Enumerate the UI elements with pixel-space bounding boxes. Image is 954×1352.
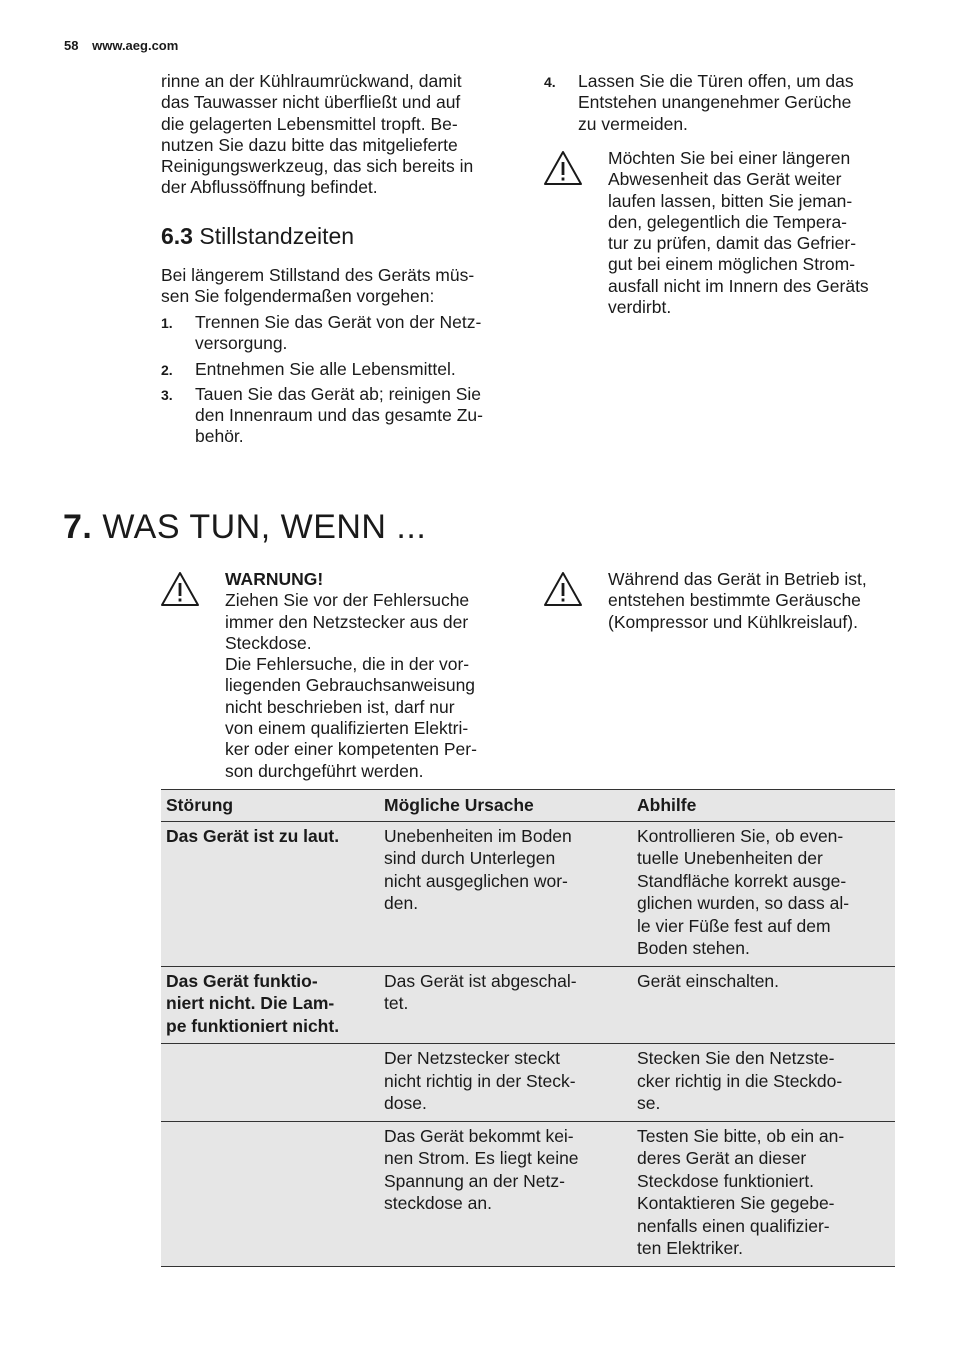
text-line: ten Elektriker. (637, 1238, 744, 1258)
column-header: Mögliche Ursache (379, 790, 632, 822)
noise-note (608, 569, 867, 633)
text-line: nicht beschrieben ist, darf nur (225, 696, 455, 717)
table-row (161, 966, 895, 1044)
warning-text (225, 569, 477, 782)
text-line: ausfall nicht im Innern des Geräts (608, 275, 869, 296)
remedy-cell (632, 1044, 895, 1122)
text-line: Die Fehlersuche, die in der vor- (225, 654, 470, 675)
chapter-heading (63, 508, 426, 547)
text-line: Trennen Sie das Gerät von der Netz- (195, 312, 482, 332)
cause-cell (379, 1044, 632, 1122)
text-line: glichen wurden, so dass al- (637, 893, 850, 913)
text-line: Spannung an der Netz- (384, 1170, 565, 1191)
text-line: tuelle Unebenheiten der (637, 848, 823, 868)
text-line: Das Gerät bekommt kei- (384, 1125, 574, 1146)
list-item (544, 71, 904, 135)
text-line: se. (637, 1093, 661, 1113)
text-line: Reinigungswerkzeug, das sich bereits in (161, 156, 474, 177)
page-number: 58 (64, 38, 79, 53)
text-line: Das Gerät funktio- (166, 970, 318, 991)
warning-title: WARNUNG! (225, 569, 324, 589)
step-number: 3. (161, 386, 173, 403)
text-line: (Kompressor und Kühlkreislauf). (608, 611, 858, 632)
text-line: Unebenheiten im Boden (384, 825, 572, 846)
text-line: Das Gerät ist abgeschal- (384, 970, 577, 991)
cause-cell (379, 821, 632, 966)
table-header-row (161, 790, 895, 822)
text-line: sind durch Unterlegen (384, 848, 556, 868)
list-item (161, 384, 521, 448)
text-line: ker oder einer kompetenten Per- (225, 739, 477, 760)
column-header: Abhilfe (632, 790, 895, 822)
text-line: gut bei einem möglichen Strom- (608, 254, 856, 275)
text-line: Der Netzstecker steckt (384, 1048, 561, 1068)
text-line: Entstehen unangenehmer Gerüche (578, 92, 852, 113)
text-line: von einem qualifizierten Elektri- (225, 718, 469, 739)
text-line: rinne an der Kühlraumrückwand, damit (161, 71, 462, 91)
troubleshooting-table (161, 789, 895, 1267)
text-line: den Innenraum und das gesamte Zu- (195, 405, 483, 426)
warning-triangle-icon (543, 150, 583, 186)
warning-triangle-icon (543, 571, 583, 607)
text-line: Entnehmen Sie alle Lebensmittel. (195, 358, 456, 379)
text-line: tet. (384, 993, 409, 1013)
text-line: Steckdose. (225, 632, 312, 653)
cause-cell (379, 966, 632, 1044)
table-row (161, 821, 895, 966)
step-number: 4. (544, 74, 556, 90)
text-line: tur zu prüfen, damit das Gefrier- (608, 233, 857, 254)
step-number: 2. (161, 361, 173, 378)
text-line: den, gelegentlich die Tempera- (608, 211, 848, 232)
text-line: steckdose an. (384, 1193, 492, 1213)
text-line: versorgung. (195, 333, 288, 354)
text-line: Kontrollieren Sie, ob even- (637, 825, 844, 846)
text-line: nicht ausgeglichen wor- (384, 870, 568, 891)
section-title: Stillstandzeiten (199, 223, 355, 249)
text-line: das Tauwasser nicht überfließt und auf (161, 92, 461, 113)
text-line: liegenden Gebrauchsanweisung (225, 675, 476, 696)
text-line: Standfläche korrekt ausge- (637, 870, 847, 891)
text-line: pe funktioniert nicht. (166, 1015, 340, 1036)
issue-cell (161, 1044, 379, 1122)
step-number: 1. (161, 315, 173, 331)
absence-note (608, 148, 869, 318)
step-4 (544, 71, 904, 139)
text-line: entstehen bestimmte Geräusche (608, 590, 861, 611)
text-line: nen Strom. Es liegt keine (384, 1148, 579, 1168)
steps-list (161, 312, 521, 452)
section-heading (161, 223, 354, 250)
text-line: nicht richtig in der Steck- (384, 1070, 576, 1091)
issue-cell (161, 821, 379, 966)
text-line: Während das Gerät in Betrieb ist, (608, 569, 867, 589)
chapter-number: 7. (63, 508, 93, 546)
chapter-title: WAS TUN, WENN ... (102, 508, 427, 546)
issue-cell (161, 966, 379, 1044)
text-line: verdirbt. (608, 297, 672, 318)
list-item (161, 312, 521, 355)
text-line: Stecken Sie den Netzste- (637, 1048, 835, 1068)
text-line: nutzen Sie dazu bitte das mitgelieferte (161, 134, 458, 155)
text-line: immer den Netzstecker aus der (225, 611, 469, 632)
text-line: Das Gerät ist zu laut. (166, 825, 340, 846)
page-header (64, 38, 178, 53)
text-line: dose. (384, 1093, 427, 1113)
remedy-cell (632, 1121, 895, 1266)
text-line: zu vermeiden. (578, 113, 688, 134)
text-line: Testen Sie bitte, ob ein an- (637, 1125, 845, 1146)
issue-cell (161, 1121, 379, 1266)
text-line: cker richtig in die Steckdo- (637, 1070, 843, 1091)
text-line: sen Sie folgendermaßen vorgehen: (161, 286, 435, 307)
column-header: Störung (161, 790, 379, 822)
text-line: die gelagerten Lebensmittel tropft. Be- (161, 113, 458, 134)
table-row (161, 1121, 895, 1266)
text-line: Ziehen Sie vor der Fehlersuche (225, 590, 470, 611)
intro-paragraph (161, 71, 473, 199)
table-row (161, 1044, 895, 1122)
warning-triangle-icon (160, 571, 200, 607)
text-line: laufen lassen, bitten Sie jeman- (608, 190, 853, 211)
text-line: deres Gerät an dieser (637, 1148, 807, 1168)
site-url: www.aeg.com (92, 38, 179, 53)
text-line: Abwesenheit das Gerät weiter (608, 169, 842, 190)
text-line: der Abflussöffnung befindet. (161, 177, 378, 198)
section-number: 6.3 (161, 223, 193, 249)
text-line: niert nicht. Die Lam- (166, 993, 335, 1013)
text-line: den. (384, 893, 419, 913)
text-line: Möchten Sie bei einer längeren (608, 148, 851, 168)
text-line: Lassen Sie die Türen offen, um das (578, 71, 854, 91)
section-intro (161, 265, 474, 308)
text-line: Gerät einschalten. (637, 970, 780, 991)
remedy-cell (632, 821, 895, 966)
text-line: behör. (195, 426, 244, 447)
text-line: Bei längerem Stillstand des Geräts müs- (161, 265, 475, 285)
text-line: Kontaktieren Sie gegebe- (637, 1193, 835, 1213)
text-line: Tauen Sie das Gerät ab; reinigen Sie (195, 383, 482, 404)
cause-cell (379, 1121, 632, 1266)
text-line: Steckdose funktioniert. (637, 1170, 815, 1191)
text-line: son durchgeführt werden. (225, 760, 424, 781)
remedy-cell (632, 966, 895, 1044)
text-line: nenfalls einen qualifizier- (637, 1215, 830, 1236)
text-line: le vier Füße fest auf dem (637, 915, 831, 936)
list-item (161, 359, 521, 380)
text-line: Boden stehen. (637, 938, 750, 958)
